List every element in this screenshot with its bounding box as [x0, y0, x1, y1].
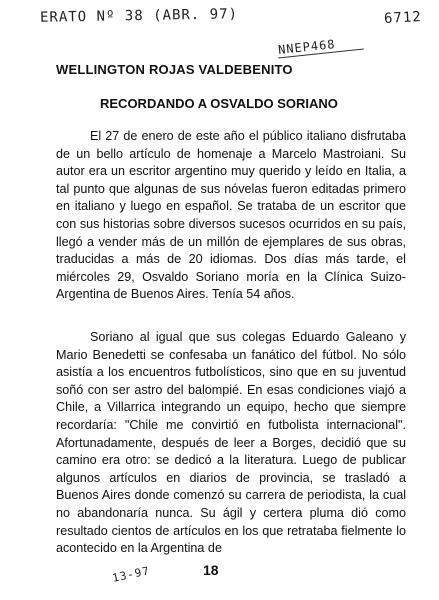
page-number: 18 [203, 562, 219, 578]
handwritten-code-annotation: NNEP468 [277, 37, 337, 57]
article-author: WELLINGTON ROJAS VALDEBENITO [56, 62, 293, 77]
body-paragraph: El 27 de enero de este año el público italiano disfrutaba de un bello artículo de homenaje a Marcelo Mastroiani. Su autor era un escritor argentino muy querido y leído en Italia, a tal punto que algunas de sus nóvelas fueron editadas primero en italiano y luego en español. Se trataba de un escritor que con sus historias sobre diversos sucesos ocurridos en su país, llegó a vender más de un millón de ejemplares de sus obras, traducidas a más de 20 idiomas. Dos días más tarde, el miércoles 29, Osvaldo Soriano moría en la Clínica Suizo-Argentina de Buenos Aires. Tenía 54 años. [56, 129, 406, 302]
handwritten-header-annotation: ERATO Nº 38 (ABR. 97) [39, 6, 239, 26]
article-title: RECORDANDO A OSVALDO SORIANO [100, 96, 338, 111]
body-paragraph: Soriano al igual que sus colegas Eduardo Galeano y Mario Benedetti se confesaba un fanático del fútbol. No sólo asistía a los encuentros futbolísticos, sino que en su juventud soñó con ser astro del balompié. En esas condiciones viajó a Chile, a Villarrica integrando un equipo, hecho que siempre recordaría: "Chile me convirtió en futbolista internacional". Afortunadamente, después de leer a Borges, decidió que su camino era otro: se dedicó a la literatura. Luego de publicar algunos artículos en diarios de provincia, se trasladó a Buenos Aires donde comenzó su carrera de periodista, la cual no abandonaría nunca. Su ágil y certera pluma dió como resultado cientos de artículos en los que retrataba fielmente lo acontecido en la Argentina de [56, 330, 406, 556]
handwritten-bottom-annotation: 13-97 [111, 564, 152, 585]
handwritten-number-annotation: 6712 [383, 9, 423, 27]
